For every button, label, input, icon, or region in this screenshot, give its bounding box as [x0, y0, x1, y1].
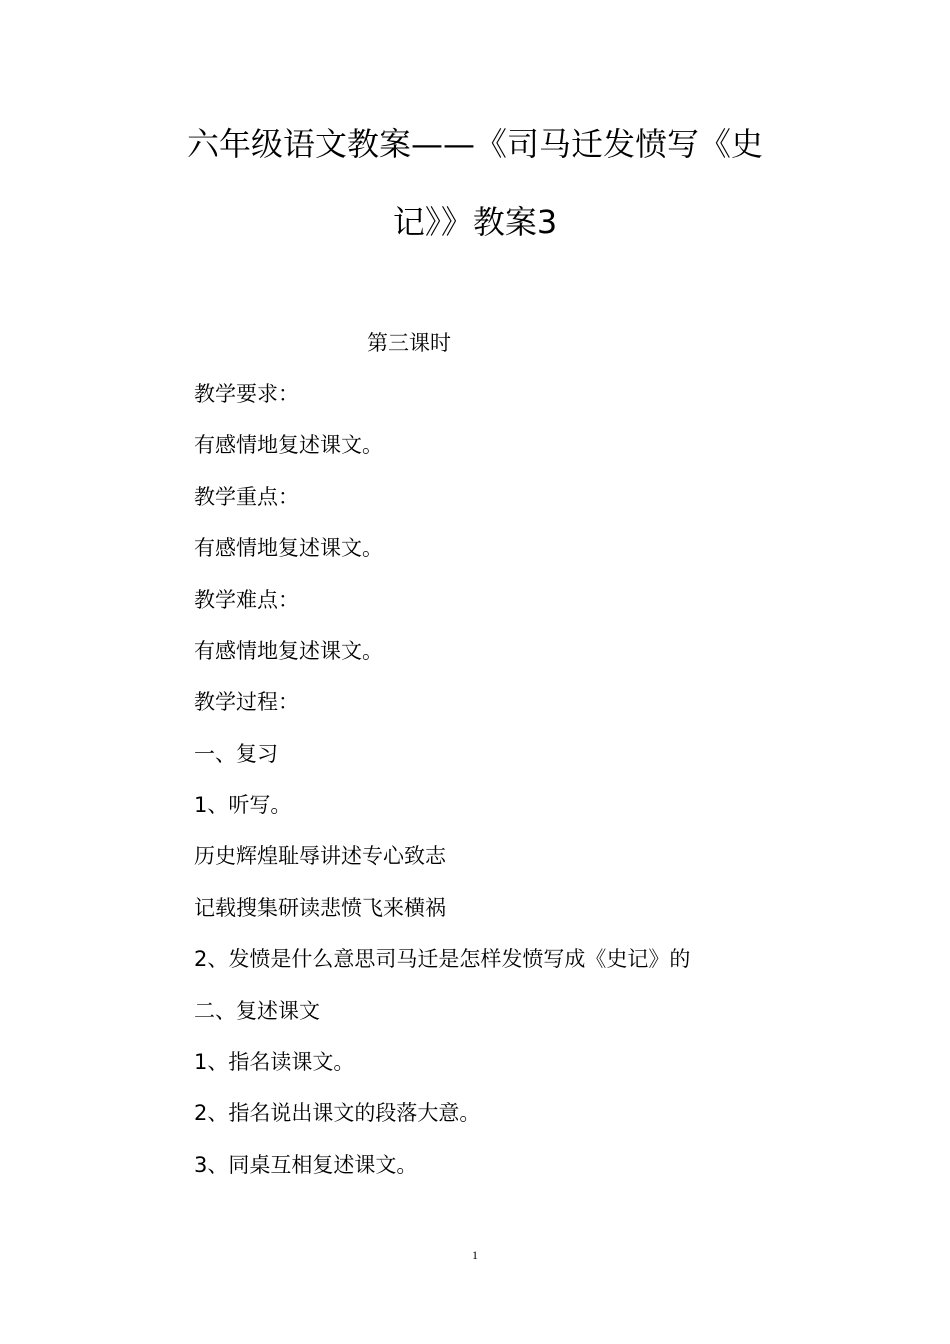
page-number: 1: [472, 1248, 478, 1262]
list-item: 1、指名读课文。: [194, 1050, 355, 1074]
step-heading: 一、复习: [194, 742, 278, 766]
section-heading-difficulties: 教学难点：: [194, 588, 299, 612]
list-item: 2、发愤是什么意思司马迁是怎样发愤写成《史记》的: [194, 947, 691, 971]
list-item: 2、指名说出课文的段落大意。: [194, 1101, 481, 1125]
document-title-line-2: 记》》教案3: [392, 203, 558, 241]
section-heading-process: 教学过程：: [194, 690, 299, 714]
list-item: 3、同桌互相复述课文。: [194, 1153, 418, 1177]
paragraph: 有感情地复述课文。: [194, 639, 383, 663]
paragraph: 有感情地复述课文。: [194, 433, 383, 457]
section-heading-key-points: 教学重点：: [194, 485, 299, 509]
section-heading-requirements: 教学要求：: [194, 382, 299, 406]
paragraph: 有感情地复述课文。: [194, 536, 383, 560]
list-item: 1、听写。: [194, 793, 292, 817]
word-list: 历史辉煌耻辱讲述专心致志: [194, 844, 446, 868]
lesson-period: 第三课时: [367, 331, 451, 355]
document-title-line-1: 六年级语文教案——《司马迁发愤写《史: [186, 125, 763, 163]
step-heading: 二、复述课文: [194, 999, 320, 1023]
word-list: 记载搜集研读悲愤飞来横祸: [194, 896, 446, 920]
